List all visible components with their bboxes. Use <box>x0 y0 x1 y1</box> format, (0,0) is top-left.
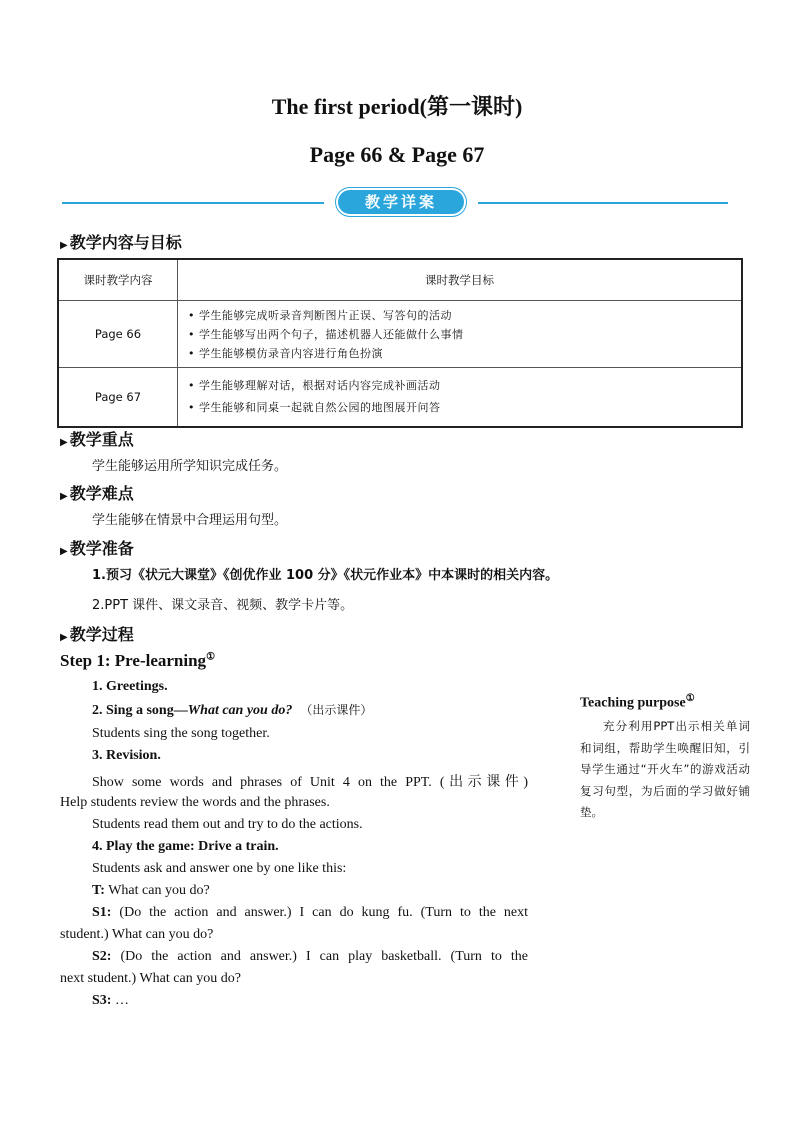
footnote-marker: ① <box>685 693 695 704</box>
table-header-goals: 课时教学目标 <box>178 259 743 301</box>
bullet-arrow-icon: ▶ <box>60 437 68 448</box>
divider-left <box>62 202 324 204</box>
difficulties-heading: ▶ 教学难点 <box>60 484 134 503</box>
dialogue-s1-cont: student.) What can you do? <box>60 927 214 942</box>
key-points-text: 学生能够运用所学知识完成任务。 <box>92 459 288 474</box>
goal-item: • 学生能够和同桌一起就自然公园的地图展开问答 <box>188 401 441 414</box>
game-item: 4. Play the game: Drive a train. <box>92 839 279 854</box>
revision-text-2: Students read them out and try to do the actions. <box>92 817 363 832</box>
bullet-arrow-icon: ▶ <box>60 632 68 643</box>
objectives-heading: ▶ 教学内容与目标 <box>60 233 182 252</box>
teaching-purpose-text: 充分利用PPT出示相关单词和词组，帮助学生唤醒旧知，引导学生通过“开火车”的游戏活动复习句型，为后面的学习做好铺垫。 <box>580 719 750 819</box>
dialogue-s2: S2: (Do the action and answer.) I can play basketball. (Turn to the <box>92 949 528 964</box>
preparation-heading: ▶ 教学准备 <box>60 539 134 558</box>
difficulties-text: 学生能够在情景中合理运用句型。 <box>92 513 288 528</box>
goal-item: • 学生能够完成听录音判断图片正误、写答句的活动 <box>188 308 452 322</box>
goal-item: • 学生能够理解对话，根据对话内容完成补画活动 <box>188 379 441 392</box>
step-title: Step 1: Pre-learning① <box>60 651 216 670</box>
lesson-title: The first period(第一课时) <box>271 94 523 119</box>
table-row <box>58 368 742 428</box>
table-header-content: 课时教学内容 <box>58 259 178 301</box>
teaching-purpose-title: Teaching purpose① <box>580 693 695 711</box>
key-points-heading: ▶ 教学重点 <box>60 430 134 449</box>
goal-item: • 学生能够模仿录音内容进行角色扮演 <box>188 346 383 360</box>
dialogue-teacher: T: What can you do? <box>92 883 210 898</box>
bullet-arrow-icon: ▶ <box>60 240 68 251</box>
table-cell-goals <box>178 368 743 428</box>
section-badge: 教学详案 <box>338 190 464 214</box>
dialogue-s2-cont: next student.) What can you do? <box>60 971 241 986</box>
sing-text: Students sing the song together. <box>92 726 270 741</box>
revision-text: Show some words and phrases of Unit 4 on the PPT. (出示课件) <box>92 775 528 790</box>
revision-text-cont: Help students review the words and the phrases. <box>60 795 330 810</box>
bullet-arrow-icon: ▶ <box>60 546 68 557</box>
revision-item: 3. Revision. <box>92 748 161 763</box>
preparation-item: 2.PPT 课件、课文录音、视频、教学卡片等。 <box>92 598 354 613</box>
dialogue-s3: S3: … <box>92 993 129 1008</box>
table-cell-page: Page 67 <box>58 368 178 428</box>
goal-item: • 学生能够写出两个句子，描述机器人还能做什么事情 <box>188 327 464 341</box>
table-header-row <box>58 259 742 301</box>
preparation-item: 1.预习《状元大课堂》《创优作业 100 分》《状元作业本》中本课时的相关内容。 <box>92 568 559 583</box>
objectives-table <box>57 258 743 428</box>
process-heading: ▶ 教学过程 <box>60 625 134 644</box>
table-cell-goals <box>178 301 743 368</box>
greetings-item: 1. Greetings. <box>92 679 168 694</box>
divider-right <box>478 202 728 204</box>
page-range: Page 66 & Page 67 <box>309 142 485 167</box>
bullet-arrow-icon: ▶ <box>60 491 68 502</box>
footnote-marker: ① <box>206 651 216 663</box>
table-cell-page: Page 66 <box>58 301 178 368</box>
dialogue-s1: S1: (Do the action and answer.) I can do kung fu. (Turn to the next <box>92 905 528 920</box>
table-row <box>58 301 742 368</box>
game-text: Students ask and answer one by one like this: <box>92 861 347 876</box>
sing-item: 2. Sing a song—What can you do? （出示课件） <box>92 703 373 718</box>
